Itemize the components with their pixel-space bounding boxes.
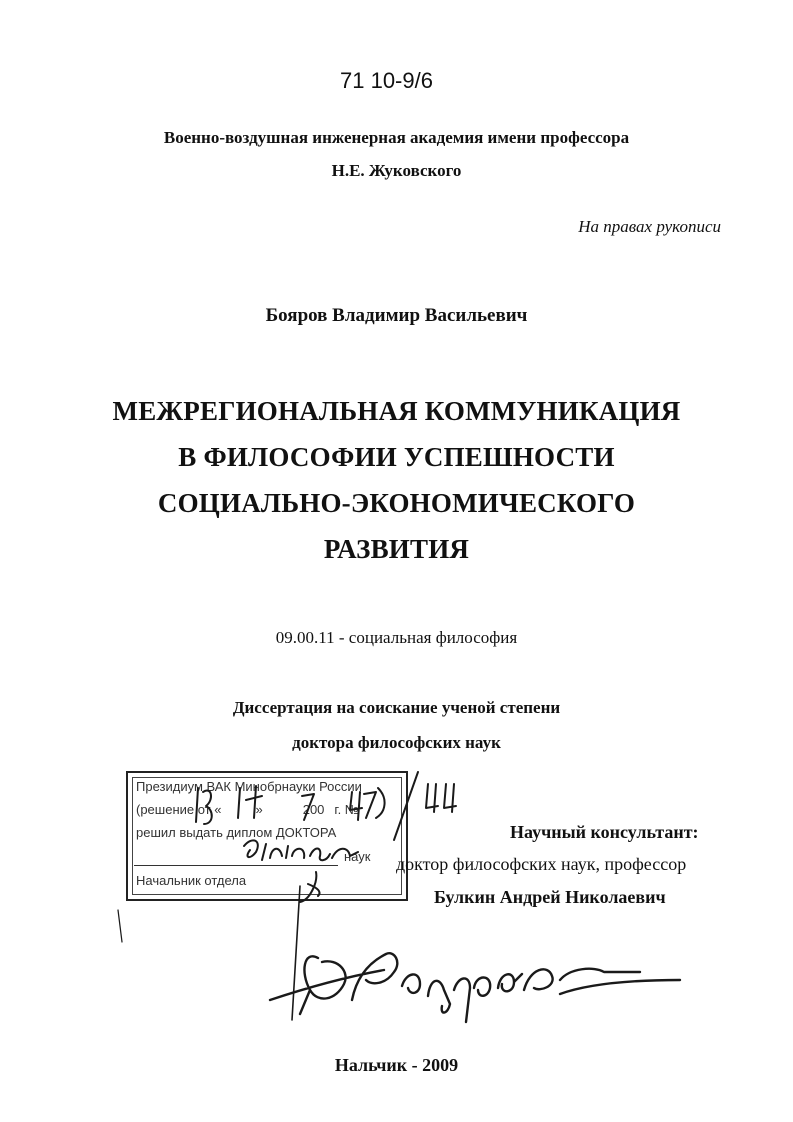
- vak-stamp: [126, 771, 408, 901]
- stamp-line-3: решил выдать диплом ДОКТОРА: [136, 825, 337, 840]
- stamp-blank-line: [134, 865, 338, 866]
- specialty-code: 09.00.11 - социальная философия: [275, 628, 518, 647]
- author-signature: [270, 953, 680, 1022]
- stamp-line-5: Начальник отдела: [136, 873, 247, 888]
- rights-note: На правах рукописи: [578, 217, 721, 236]
- degree-line-2: доктора философских наук: [292, 733, 501, 752]
- consultant-name: Булкин Андрей Николаевич: [434, 887, 666, 907]
- stamp-decision-label: (решение от «: [136, 802, 222, 817]
- title-line-2: В ФИЛОСОФИИ УСПЕШНОСТИ: [178, 442, 615, 472]
- institution-name: [0, 121, 793, 187]
- stamp-line-4: наук: [344, 849, 371, 864]
- institution-line-2: Н.Е. Жуковского: [331, 161, 462, 180]
- dissertation-title: [0, 388, 793, 572]
- title-line-3: СОЦИАЛЬНО-ЭКОНОМИЧЕСКОГО: [157, 488, 636, 518]
- institution-line-1: Военно-воздушная инженерная академия имени профессора: [163, 128, 630, 147]
- stamp-line-1: Президиум ВАК Минобрнауки России: [136, 779, 362, 794]
- stamp-year-prefix: 200: [302, 802, 325, 817]
- catalog-code: 71 10-9/6: [340, 68, 433, 93]
- stamp-line-2: [136, 802, 359, 817]
- margin-mark: [118, 910, 122, 942]
- consultant-degree: доктор философских наук, профессор: [396, 854, 687, 874]
- title-line-1: МЕЖРЕГИОНАЛЬНАЯ КОММУНИКАЦИЯ: [112, 396, 681, 426]
- handwritten-vertical-stroke: [292, 886, 300, 1020]
- place-and-year: Нальчик - 2009: [334, 1055, 459, 1075]
- stamp-quote-close: »: [255, 802, 263, 817]
- title-line-4: РАЗВИТИЯ: [323, 534, 470, 564]
- consultant-heading: Научный консультант:: [510, 822, 699, 842]
- degree-statement: [0, 690, 793, 760]
- degree-line-1: Диссертация на соискание ученой степени: [232, 698, 561, 717]
- stamp-number-label: г. №: [334, 802, 359, 817]
- author-name: Бояров Владимир Васильевич: [265, 305, 528, 326]
